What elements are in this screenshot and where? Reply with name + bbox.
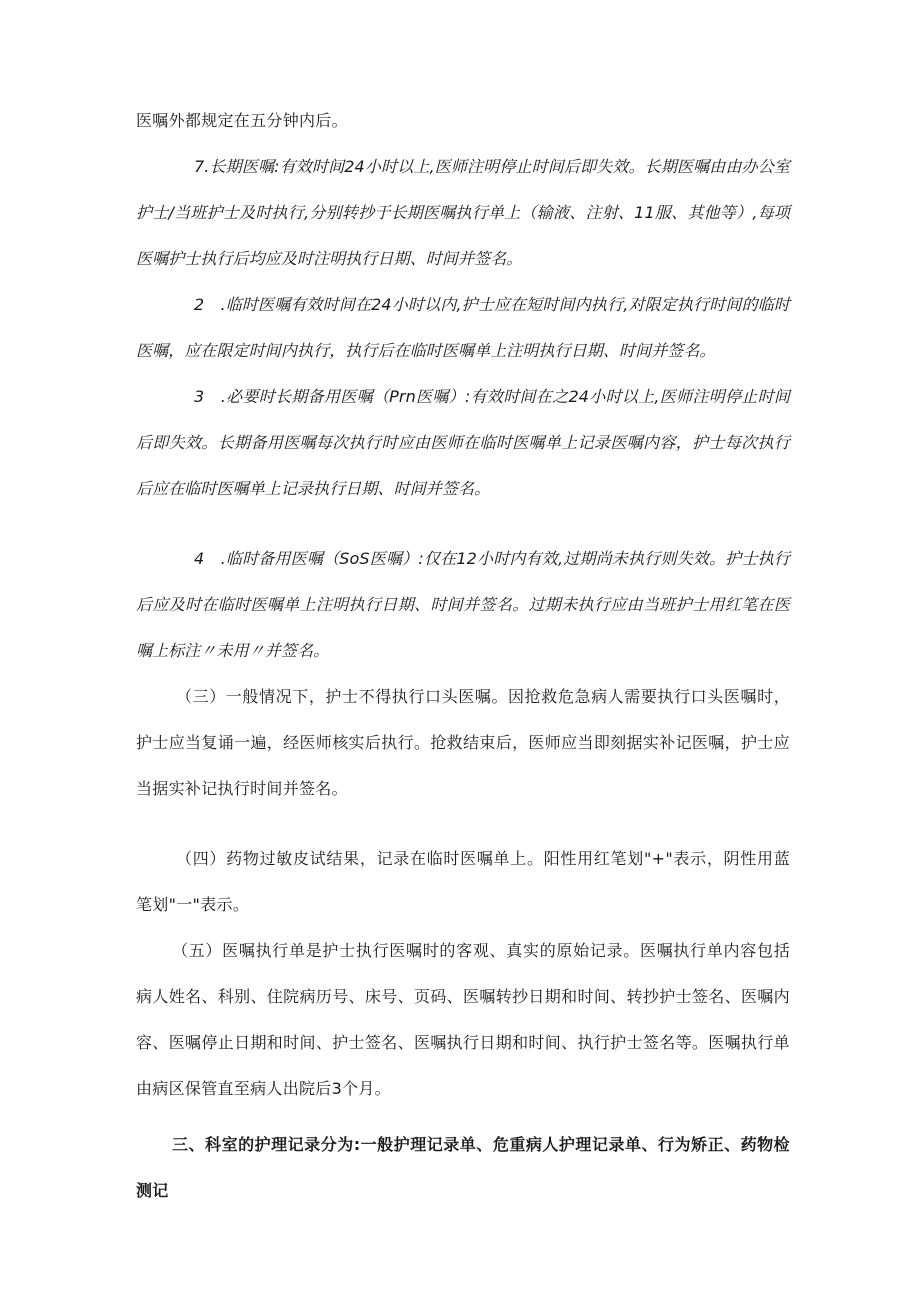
paragraph-verbal-order: （三）一般情况下，护士不得执行口头医嘱。因抢救危急病人需要执行口头医嘱时，护士应当复诵一遍，经医师核实后执行。抢救结束后，医师应当即刻据实补记医嘱，护士应当据实补记执行时间并签名。 — [136, 687, 790, 798]
paragraph-skin-test: （四）药物过敏皮试结果，记录在临时医嘱单上。阳性用红笔划"+"表示，阴性用蓝笔划"一"表示。 — [136, 849, 790, 914]
paragraph-sos-order: 4 .临时备用医嘱（SoS医嘱）:仅在12小时内有效,过期尚未执行则失效。护士执行后应及时在临时医嘱单上注明执行日期、时间并签名。过期未执行应由当班护士用红笔在医嘱上标注〃未用〃并签名。 — [136, 549, 790, 660]
paragraph-execution-sheet: （五）医嘱执行单是护士执行医嘱时的客观、真实的原始记录。医嘱执行单内容包括病人姓名、科别、住院病历号、床号、页码、医嘱转抄日期和时间、转抄护士签名、医嘱内容、医嘱停止日期和时间、护士签名、医嘱执行日期和时间、执行护士签名等。医嘱执行单由病区保管直至病人出院后3个月。 — [136, 941, 790, 1098]
paragraph-long-term-order: 7.长期医嘱:有效时间24小时以上,医师注明停止时间后即失效。长期医嘱由由办公室护士/当班护士及时执行,分别转抄于长期医嘱执行单上（输液、注射、11服、其他等）,每项医嘱护士执行后均应及时注明执行日期、时间并签名。 — [136, 157, 790, 268]
paragraph-prn-order: 3 .必要时长期备用医嘱（Prn医嘱）:有效时间在之24小时以上,医师注明停止时间后即失效。长期备用医嘱每次执行时应由医师在临时医嘱单上记录医嘱内容，护士每次执行后应在临时医嘱单上记录执行日期、时间并签名。 — [136, 387, 790, 498]
paragraph-continuation: 医嘱外都规定在五分钟内后。 — [136, 111, 348, 130]
section-heading-nursing-records: 三、科室的护理记录分为:一般护理记录单、危重病人护理记录单、行为矫正、药物检测记 — [136, 1135, 790, 1200]
paragraph-temporary-order: 2 .临时医嘱有效时间在24小时以内,护士应在短时间内执行,对限定执行时间的临时医嘱，应在限定时间内执行，执行后在临时医嘱单上注明执行日期、时间并签名。 — [136, 295, 790, 360]
